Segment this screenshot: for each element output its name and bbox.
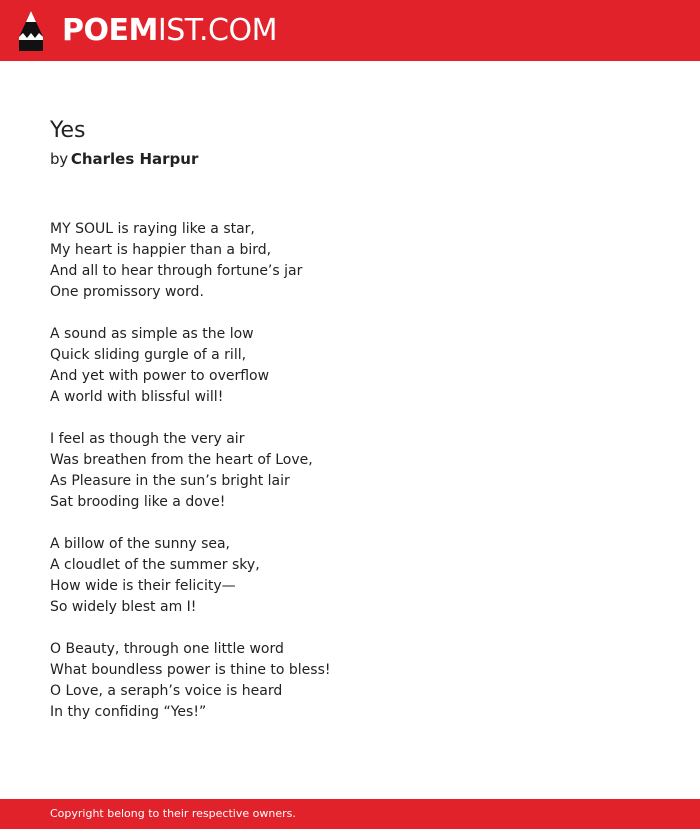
poem-line: A sound as simple as the low (50, 326, 254, 342)
poem-line: MY SOUL is raying like a star, (50, 221, 255, 237)
poem-line: One promissory word. (50, 284, 204, 300)
site-footer (0, 799, 700, 829)
copyright-notice: Copyright belong to their respective owners. (50, 807, 296, 820)
poem-line: As Pleasure in the sun’s bright lair (50, 473, 290, 489)
poem-line: So widely blest am I! (50, 599, 197, 615)
logo-light-part: IST.COM (157, 13, 277, 48)
logo-bold-part: POEM (62, 13, 158, 48)
poem-line: In thy confiding “Yes!” (50, 704, 207, 720)
poem-line: A world with blissful will! (50, 389, 224, 405)
byline-prefix: by (50, 150, 68, 168)
poem-line: Was breathen from the heart of Love, (50, 452, 313, 468)
poem-body (50, 219, 650, 744)
poem-line: And yet with power to overflow (50, 368, 270, 384)
poem-line: A billow of the sunny sea, (50, 536, 231, 552)
poem-line: A cloudlet of the summer sky, (50, 557, 260, 573)
poem-line: My heart is happier than a bird, (50, 242, 272, 258)
poem-stanza-1 (50, 219, 650, 303)
poem-line: What boundless power is thine to bless! (50, 662, 331, 678)
poem-line: Sat brooding like a dove! (50, 494, 226, 510)
poem-line: O Beauty, through one little word (50, 641, 284, 657)
pencil-tip-icon (18, 10, 44, 52)
poem-line: How wide is their felicity— (50, 578, 236, 594)
site-header (0, 0, 700, 61)
poem-line: O Love, a seraph’s voice is heard (50, 683, 283, 699)
poem-stanza-3 (50, 429, 650, 513)
poem-line: Quick sliding gurgle of a rill, (50, 347, 247, 363)
poem-line: And all to hear through fortune’s jar (50, 263, 303, 279)
poem-line: I feel as though the very air (50, 431, 245, 447)
poem-author[interactable]: Charles Harpur (70, 150, 199, 168)
site-logo-text (62, 13, 277, 49)
poem-stanza-4 (50, 534, 650, 618)
poem-stanza-5 (50, 639, 650, 723)
poem-stanza-2 (50, 324, 650, 408)
poem-title: Yes (50, 118, 86, 143)
poem-byline (50, 149, 198, 169)
